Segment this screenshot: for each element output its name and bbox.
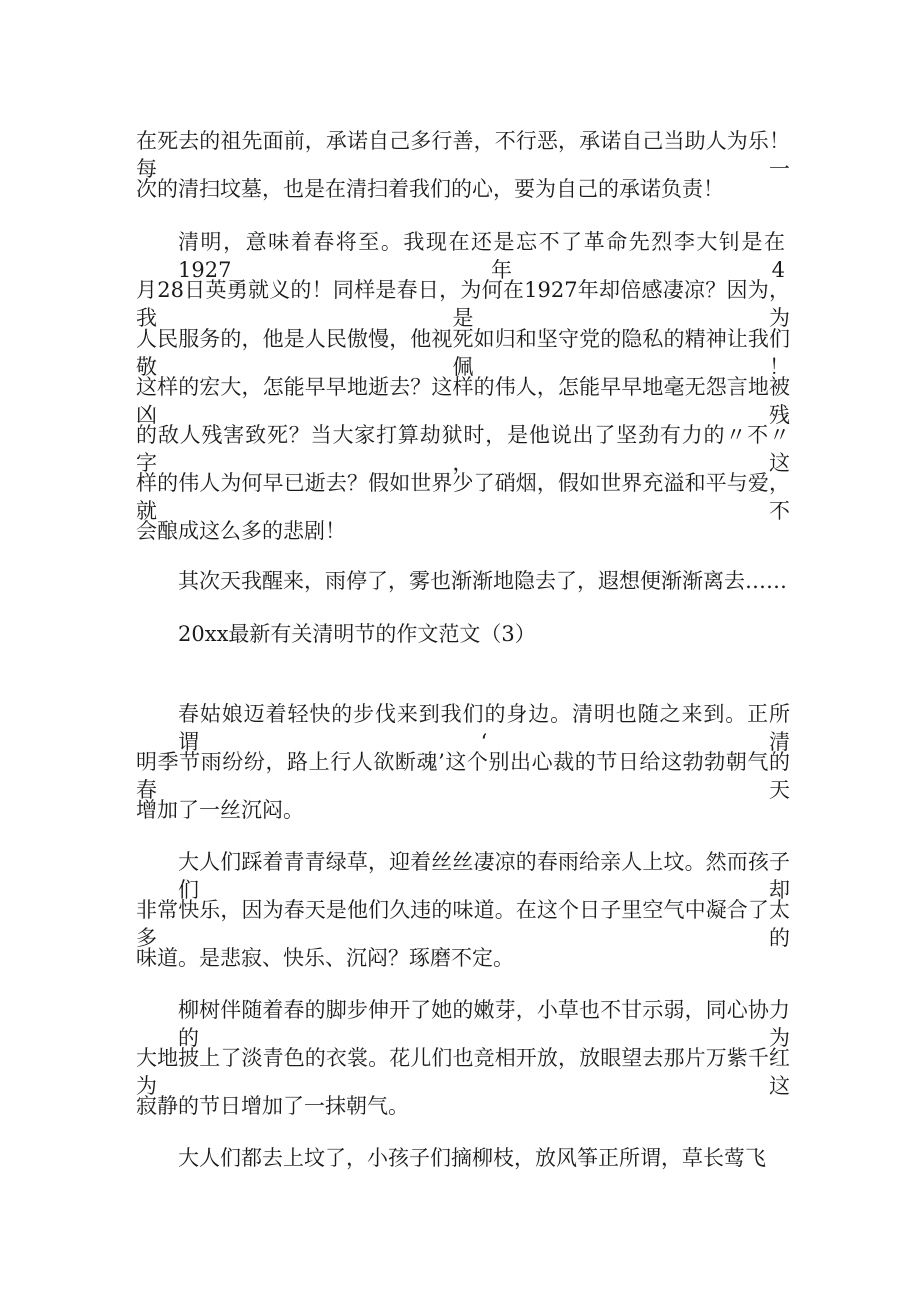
text-line: 其次天我醒来，雨停了，雾也渐渐地隐去了，遐想便渐渐离去…… <box>178 569 787 593</box>
text-line: 增加了一丝沉闷。 <box>136 798 304 822</box>
text-line: 非常快乐，因为春天是他们久违的味道。在这个日子里空气中凝合了太多的 <box>136 898 790 950</box>
text-line: 春姑娘迈着轻快的步伐来到我们的身边。清明也随之来到。正所谓‘清 <box>178 702 790 754</box>
text-line: 会酿成这么多的悲剧！ <box>136 519 346 543</box>
text-line: 人民服务的，他是人民傲慢，他视死如归和坚守党的隐私的精神让我们敬佩！ <box>136 327 790 379</box>
text-line: 这样的宏大，怎能早早地逝去？这样的伟人，怎能早早地毫无怨言地被凶残 <box>136 375 790 427</box>
text-line: 清明，意味着春将至。我现在还是忘不了革命先烈李大钊是在1927年4 <box>178 230 785 282</box>
text-line: 味道。是悲寂、快乐、沉闷？琢磨不定。 <box>136 946 514 970</box>
text-line: 大人们都去上坟了，小孩子们摘柳枝，放风筝正所谓，草长莺飞 <box>178 1146 766 1170</box>
text-line: 大地披上了淡青色的衣裳。花儿们也竞相开放，放眼望去那片万紫千红为这 <box>136 1046 790 1098</box>
text-line: 寂静的节日增加了一抹朝气。 <box>136 1094 409 1118</box>
text-line: 大人们踩着青青绿草，迎着丝丝凄凉的春雨给亲人上坟。然而孩子们却 <box>178 850 790 902</box>
text-line: 月28日英勇就义的！同样是春日，为何在1927年却倍感凄凉？因为，我是为 <box>136 278 790 330</box>
text-line: 样的伟人为何早已逝去？假如世界少了硝烟，假如世界充溢和平与爱，就不 <box>136 471 790 523</box>
section-heading: 20xx最新有关清明节的作文范文（3） <box>178 622 536 646</box>
text-line: 在死去的祖先面前，承诺自己多行善，不行恶，承诺自己当助人为乐！每一 <box>136 129 790 181</box>
text-line: 的敌人残害致死？当大家打算劫狱时，是他说出了坚劲有力的〃不〃字，这 <box>136 423 790 475</box>
text-line: 柳树伴随着春的脚步伸开了她的嫩芽，小草也不甘示弱，同心协力的为 <box>178 998 790 1050</box>
text-line: 次的清扫坟墓，也是在清扫着我们的心，要为自己的承诺负责！ <box>136 177 724 201</box>
text-line: 明季节雨纷纷，路上行人欲断魂’这个别出心裁的节日给这勃勃朝气的春天 <box>136 750 790 802</box>
